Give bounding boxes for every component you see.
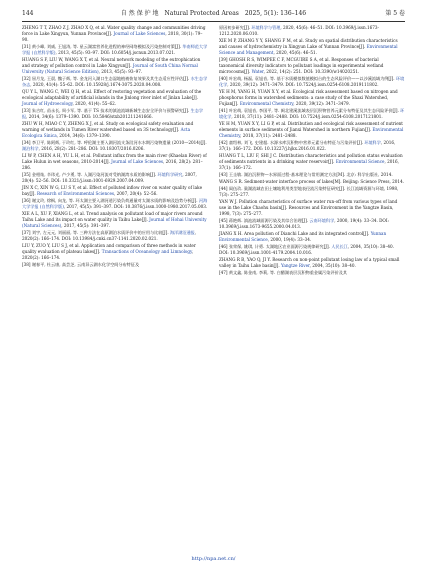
reference-text: JIN X C, XIN W G, LU S Y, et al. Effect of polluted inflow river on water quality of lake bay[J].	[22, 185, 203, 197]
issue-label: 第 5 卷	[385, 10, 405, 17]
reference-text: XIE M P, ZHANG Y Y, SHANG F M, et al. Study on spatial distribution characteristics and causes of hydrochemistry in Xingyun Lake of Yunnan Province[J].	[219, 37, 398, 50]
reference-journal-link[interactable]: 海洋湖沼通报	[169, 230, 195, 236]
reference-details: , 2016, 28(2): 281–286.	[22, 159, 203, 171]
reference-text: [44] 阎伍玖. 巢湖流域农田土壤地利用类型地表径流污染特征研究[J]. 长江流域资源与环境, 1998, 7(3): 275–277.	[219, 185, 399, 198]
reference-entry	[22, 108, 208, 120]
reference-text: [32] 屈月龙, 王晨, 魏子辉, 等. 金龙河入湖口生态湿地植被恢复效果及其生态适应性评估[J].	[22, 76, 191, 82]
reference-text: [31] 黄小峰, 刘威, 王旭涛, 等. 星云湖富营养化进程的神经网络模拟及污染控制对策[J].	[22, 44, 183, 50]
reference-details: , 2016, 37(1): 166–172.	[219, 159, 399, 171]
reference-text: QU Y L, WANG C, WEI Q H, et al. Effect of restoring vegetation and evaluation of the ecological adaptability of artificial islands in the Jinlong river inlet of Jinlan Lake[J].	[22, 89, 202, 101]
reference-entry	[219, 244, 405, 256]
reference-details: , 2016, 37(1): 166–172. DOI: 10.13227/j.hjkx.2016.01.022.	[219, 140, 396, 152]
reference-text: ZHANG R B, YAO Q, JI Y. Research on non-point pollutant losing law of a typical small valley in Taihu Lake basin[J].	[219, 256, 400, 268]
reference-entry	[219, 76, 405, 88]
reference-journal-link[interactable]: Journal of Lake Sciences	[111, 159, 164, 165]
reference-entry	[22, 230, 208, 242]
reference-entry	[219, 89, 405, 107]
reference-journal-link[interactable]: 河海大学学报 (自然科学版)	[22, 198, 208, 210]
reference-details: , 2016, 28(2): 281–286. DOI: 10.18307/2016.0206.	[38, 146, 145, 152]
reference-entry	[22, 211, 208, 229]
reference-entry	[22, 172, 208, 184]
reference-details: , 2020(2): 166–174. DOI: 10.13984/j.cnki.cn37-1141.2020.02.021.	[22, 230, 197, 242]
reference-text: YE H M, YANG H, YUAN X Y, et al. Ecological risk assessment based on nitrogen and phosphorus forms in watershed sediments: a case study of the Shaxi Watershed, Fujian[J].	[219, 89, 398, 107]
reference-entry	[219, 231, 405, 243]
reference-details: , 2020, 39(12): 3471–3479. DOI: 10.7524/j.issn.0254-6108.2019111802.	[227, 82, 379, 88]
reference-entry	[219, 186, 405, 198]
reference-details: , 2014, 34(6): 1379–1390. DOI: 10.5846/stxb201211241666.	[26, 114, 153, 120]
reference-journal-link[interactable]: Acta Ecologica Sinica	[22, 127, 191, 139]
reference-text: [34] 李卫平, 陈阿辉, 于玲红, 等. 呼伦湖主要入湖河流支条段河水水期污染物遗量 (2010—2014)[J].	[22, 140, 207, 146]
reference-details: , 2004, 35(10): 38–40. DOI: 10.3969/j.issn.1001-4179.2004.10.016.	[219, 243, 394, 255]
running-header	[22, 8, 405, 20]
reference-entry	[219, 179, 405, 185]
reference-journal-link[interactable]: Journal of South China Normal University (Natural Science Edition)	[22, 63, 198, 75]
reference-text: 原因初步研究[J].	[219, 25, 252, 30]
reference-text: HUANG T L, LIU F, SHI J C. Distribution characteristics and pollution status evaluation of sediments nutrients in a drinking water reservoir[J].	[219, 153, 403, 165]
reference-details: , 2020, 45(6): 46–51.	[273, 50, 318, 56]
reference-details: , 2018, 37(11): 2481–2488.	[240, 133, 297, 139]
reference-text: YE H M, YUAN X Y, LI G P, et al. Distribution and ecological risk assessment of nutrient elements in surface sediments of Jianxi Watershed in northern Fujian[J].	[219, 121, 403, 133]
reference-details: , 2018, 37(11): 2481–2488. DOI: 10.7524/j.issn.0254-6108.2017121801.	[231, 114, 383, 120]
reference-text: [39] GHOSH R S, WIMPEE C F, MCGUIRE S A, et al. Responses of bacterial taxonomical diversity indicators to pollutant loadings in experimental wetland microcosms[J].	[219, 57, 384, 75]
reference-details: , 2020, 41(4): 55–62. DOI: 10.15928/j.1674-3075.2020.04.008.	[30, 82, 162, 88]
footer-url[interactable]: http://npa.net.cn/	[191, 556, 236, 562]
reference-text: JIANG X H. Area pollution of Dianchi Lake and its integrated control[J].	[219, 230, 371, 236]
reference-details: , 2020(2): 166–174.	[22, 249, 194, 261]
reference-entry	[22, 44, 208, 56]
reference-text: XIE A L, XU F, XIANG L, et al. Trend analysis on pollutant load of major rivers around Taihu Lake and its impact on water quality in Taihu Lake[J].	[22, 211, 203, 223]
reference-text: LI W P, CHEN A H, YU L H, et al. Pollutant influx from the main river (Khaelan River) of Lake Hulun in wet seasons, 2010-2014[J].	[22, 153, 207, 165]
reference-entry	[22, 89, 208, 107]
reference-entry	[22, 153, 208, 171]
reference-details: , 2020, 45(6): 46–51. DOI: 10.3969/j.issn.1673-1212.2020.06.010.	[219, 25, 379, 37]
reference-journal-link[interactable]: 环境化学	[219, 76, 405, 88]
reference-column-right	[219, 25, 405, 277]
reference-entry	[22, 243, 208, 261]
reference-text: [46] 张荣保, 姚琪, 计勇. 太湖地区农业面源污染规律研究[J].	[219, 243, 332, 249]
reference-details: , 2000, 19(4): 33–34. DOI: 10.3969/j.issn.1673-9655.2000.04.013.	[219, 217, 389, 230]
reference-journal-link[interactable]: 人民长江	[331, 243, 348, 249]
reference-text: [35] 金相灿, 辛玮光, 卢少勇, 等. 入湖污染河流对受纳湖湾水质的影响[J].	[22, 172, 158, 178]
reference-entry	[219, 257, 405, 269]
reference-details: , 2013, 45(5): 93–97. DOI: 10.6054/j.jscnun.2013.07.021.	[55, 50, 176, 56]
reference-details: , 2013, 45(5): 93–97.	[98, 69, 143, 75]
reference-details: , 2014, 34(6): 1379–1390.	[56, 133, 111, 139]
reference-entry	[219, 38, 405, 56]
reference-entry	[219, 25, 405, 37]
reference-journal-link[interactable]: 环境科学	[364, 140, 381, 146]
reference-text: [41] 叶宏萌, 袁旭音, 李国平, 等. 闽北建溪流域表层沉积物营养元素分布特征及其生态风险评价[J].	[219, 108, 401, 114]
reference-text: ZHENG T T, ZHAO Z J, ZHAO X Q, et al. Water quality change and communities driving force in Lake Xingyun, Yunnan Province[J].	[22, 25, 206, 37]
reference-details: , 2007, 20(4): 52–56. DOI: 10.3321/j.issn:1001-6929.2007.04.009.	[22, 172, 197, 184]
reference-details: , 2007, 20(4): 52–56.	[114, 191, 158, 197]
reference-entry	[219, 270, 405, 276]
reference-journal-link[interactable]: Environmental Chemistry	[219, 127, 404, 139]
reference-text: [38] 谢春平, 杜云康, 高芸芝, 云南异云湖水化学空间分布特征及	[22, 262, 140, 268]
reference-text: WANG S R. Sediment-water interface process of lakes[M]. Beijing: Science Press, 2014.	[219, 179, 405, 185]
reference-details: , 2022, 14(2): 251. DOI: 10.3390/w14020251.	[263, 69, 360, 75]
reference-entry	[22, 198, 208, 210]
reference-journal-link[interactable]: Yangtze River	[281, 262, 310, 268]
reference-journal-link[interactable]: Journal of Hohai University (Natural Sciences)	[22, 217, 207, 229]
reference-journal-link[interactable]: Environmental Science	[335, 159, 385, 165]
reference-text: YAN W J. Pollution characteristics of surface water run-off from various types of land use in the Lake Chaohu basin[J]. Resources and Environment in the Yangtze Basin, 1998, 7(3): 275–277.	[219, 198, 398, 217]
reference-details: , 2004, 35(10): 38–40.	[309, 262, 356, 268]
reference-entry	[22, 76, 208, 88]
reference-journal-link[interactable]: 生态学报	[22, 108, 204, 120]
reference-entry	[22, 57, 208, 75]
reference-journal-link[interactable]: 湖泊科学	[22, 146, 39, 152]
reference-journal-link[interactable]: Transactions of Oceanology and Limnology	[101, 249, 192, 255]
reference-journal-link[interactable]: 水生态学杂志	[22, 76, 208, 88]
reference-entry	[22, 25, 208, 43]
reference-text: [33] 朱吉红, 苗永长, 周小军, 等. 基于 TS 技术的滇池流域新城生态安全评价与预警研究[J].	[22, 108, 191, 114]
reference-text: HUANG S F, LIU W, WANG X T, et al. Neural network modeling of the eutrophication and strategy of pollution control in Lake Xingyun[J].	[22, 57, 201, 69]
reference-journal-link[interactable]: Journal of Lake Sciences	[113, 31, 166, 37]
reference-entry	[22, 140, 208, 152]
reference-journal-link[interactable]: 环境科学与管理	[251, 25, 281, 30]
reference-text: ZHU W H, MIAO C Y, ZHENG X J, et al. Study on ecological safety evaluation and warning of wetlands in Tumen River watershed based on 3S technology[J].	[22, 121, 194, 133]
reference-journal-link[interactable]: 环境化学	[219, 108, 405, 120]
reference-entry	[219, 199, 405, 217]
reference-entry	[219, 121, 405, 139]
reference-column-left	[22, 25, 208, 269]
reference-details: , 2017, 45(5): 391–397. DOI: 10.3876/j.issn.1000-1980.2017.05.003.	[63, 204, 208, 210]
page-number: 144	[22, 10, 34, 17]
reference-entry	[22, 121, 208, 139]
reference-entry	[219, 153, 405, 171]
reference-entry	[219, 140, 405, 152]
reference-text: [43] 王圭敏. 湖泊沉积物—水界面过程-基本理论与常用测定方法[M]. 北京: 科学出版社, 2014.	[219, 172, 393, 178]
reference-text: [42] 童绍林, 刘飞, 史建超. 水源水库沉积物中营养元素分布特征与污染评价[J].	[219, 140, 365, 146]
reference-journal-link[interactable]: Environmental Science and Management	[219, 44, 398, 56]
reference-text: [37] 刘宇, 左元元, 刘丽丽, 等. 三种方法在高原湖泊水质评价中的应用与比较[J].	[22, 230, 170, 236]
reference-text: LIU Y, ZUO Y, LIU S J, et al. Application and comparison of three methods in water quality evaluation of plateau lakes[J].	[22, 243, 196, 255]
reference-details: , 2018, 30(1): 79–90.	[22, 31, 203, 43]
reference-journal-link[interactable]: 云南环境科学	[309, 217, 335, 223]
reference-details: , 2017, 45(5): 391–397.	[61, 223, 111, 229]
reference-journal-link[interactable]: Environmental Chemistry	[239, 101, 294, 107]
reference-text: [47] 黄文鑫, 陈金南, 李莉, 等. 白醋湖表层沉积物重金属污染评价及其	[219, 269, 348, 275]
reference-entry	[219, 172, 405, 178]
reference-journal-link[interactable]: Water	[251, 69, 264, 75]
reference-text: [45] 蒋艳辉. 滇池流域面源污染及其综合治理[J].	[219, 217, 310, 223]
reference-journal-link[interactable]: 华南师范大学学报 (自然科学版)	[22, 44, 208, 56]
reference-journal-link[interactable]: Journal of Hydroecology	[22, 101, 73, 107]
reference-text: [40] 叶宏萌, 杨磊, 袁旭音, 等. 基于水质模拟数值模拟台的生态风险评价——以沙溪流域为例[J].	[219, 76, 396, 82]
reference-journal-link[interactable]: 环境科学研究	[157, 172, 183, 178]
reference-entry	[22, 262, 208, 268]
header-rule	[22, 21, 405, 22]
reference-text: [36] 谢文玲, 徐枫, 向龙, 等. 环太湖主要入湖河道污染负荷通量对太湖水质的影响及趋势分析[J].	[22, 198, 199, 204]
reference-entry	[219, 57, 405, 75]
reference-details: , 2000, 19(4): 33–34.	[267, 237, 312, 243]
reference-details: , 2020, 41(4): 55–62.	[72, 101, 117, 107]
reference-entry	[219, 108, 405, 120]
reference-entry	[219, 218, 405, 230]
reference-details: , 2020, 39(12): 3471–3479.	[293, 101, 350, 107]
journal-citation: 自 然 保 护 地 Natural Protected Areas 2025, 5(1): 136–146	[120, 10, 307, 17]
reference-journal-link[interactable]: Research of Environmental Sciences	[36, 191, 115, 197]
reference-entry	[22, 185, 208, 197]
reference-journal-link[interactable]: Yunnan Environmental Science	[219, 230, 387, 243]
